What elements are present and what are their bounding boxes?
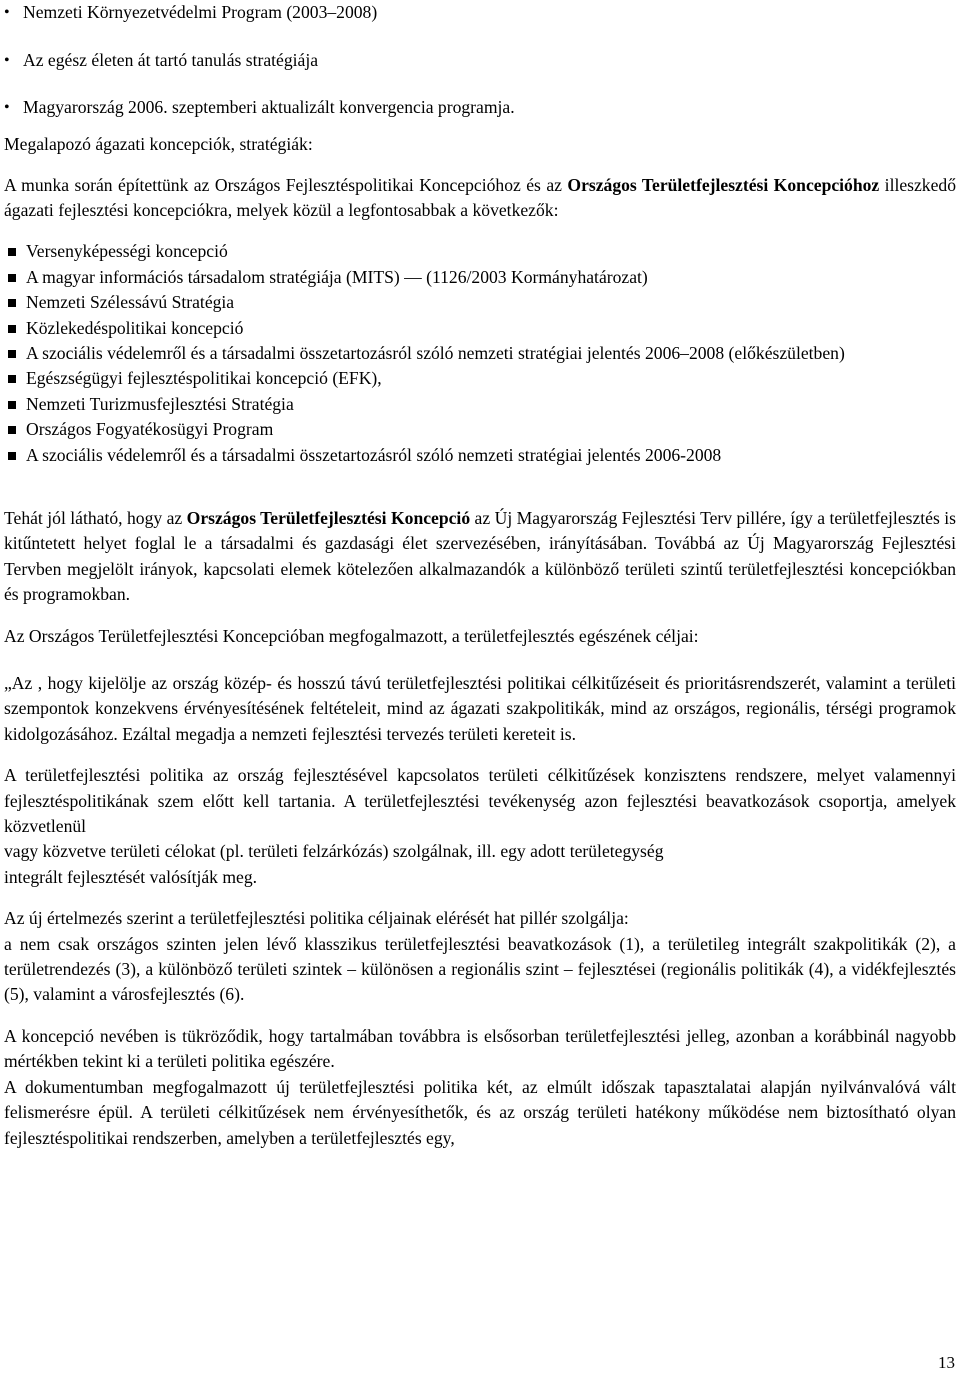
list-item-text: A szociális védelemről és a társadalmi összetartozásról szóló nemzeti stratégiai jelentés 2006–2008 (előkészületben): [26, 342, 845, 363]
square-bullet-icon: [8, 426, 16, 434]
list-item: [4, 290, 956, 315]
section-heading: Megalapozó ágazati koncepciók, stratégiák:: [4, 133, 313, 154]
square-bullet-icon: [8, 325, 16, 333]
intro-text: A munka során építettünk az Országos Fejlesztéspolitikai Koncepcióhoz és az: [4, 174, 568, 195]
list-item-text: A szociális védelemről és a társadalmi összetartozásról szóló nemzeti stratégiai jelentés 2006-2008: [26, 444, 722, 465]
intro-paragraph: [4, 173, 956, 224]
document-page: [4, 0, 956, 1151]
list-item-text: Nemzeti Környezetvédelmi Program (2003–2008): [23, 2, 378, 22]
paragraph-pillar: [4, 506, 956, 608]
paragraph-text: Tehát jól látható, hogy az: [4, 507, 187, 528]
bullet-icon: •: [4, 51, 10, 69]
paragraph-bold-text: Országos Területfejlesztési Koncepció: [186, 507, 471, 528]
square-bullet-icon: [8, 401, 16, 409]
paragraph-pillars: [4, 906, 956, 1008]
list-item-text: Nemzeti Turizmusfejlesztési Stratégia: [26, 393, 294, 414]
square-bullet-icon: [8, 248, 16, 256]
paragraph-document: A dokumentumban megfogalmazott új területfejlesztési politika két, az elmúlt időszak tapasztalatai alapján nyilvánvalóvá vált felismerésre épül. A területi célkitűzések nem érvényesíthetők, és az ország területi hatékony működése nem biztosítható olyan fejlesztéspolitikai rendszerben, amelyben a területfejlesztés egy,: [4, 1076, 956, 1148]
paragraph-text-end: az Új Magyarország Fejlesztési Terv pillére, így a területfejlesztés is kitűntetett helyet foglal le a társadalmi és gazdasági élet szervezésében, irányításában. Továbbá az Új Magyarország Fejlesztési Tervben megjelölt irányok, kapcsolati elemek kötelezően alkalmazandók a különböző területi szintű területfejlesztési koncepciókban és programokban.: [4, 507, 957, 605]
paragraph-line: integrált fejlesztését valósítják meg.: [4, 866, 258, 887]
concept-list: [4, 239, 956, 468]
intro-bold-text: Országos Területfejlesztési Koncepcióhoz: [567, 174, 880, 195]
square-bullet-icon: [8, 452, 16, 460]
square-bullet-icon: [8, 299, 16, 307]
list-item: [4, 341, 956, 366]
list-item-text: Versenyképességi koncepció: [26, 241, 228, 262]
list-item: [4, 366, 956, 391]
list-item-text: A magyar információs társadalom stratégiája (MITS) — (1126/2003 Kormányhatározat): [26, 266, 648, 287]
square-bullet-icon: [8, 375, 16, 383]
list-item: [4, 239, 956, 264]
list-item: [4, 95, 956, 120]
paragraph-policy: [4, 763, 956, 890]
list-item-text: Az egész életen át tartó tanulás stratégiája: [23, 49, 319, 70]
list-item-text: Közlekedéspolitikai koncepció: [26, 317, 244, 338]
list-item: [4, 417, 956, 442]
list-item: [4, 443, 956, 468]
list-item-text: Magyarország 2006. szeptemberi aktualizált konvergencia programja.: [23, 97, 515, 117]
list-item: [4, 48, 956, 73]
bullet-icon: •: [4, 4, 10, 21]
paragraph-line: vagy közvetve területi célokat (pl. területi felzárkózás) szolgálnak, ill. egy adott területegység: [4, 841, 664, 862]
bullet-icon: •: [4, 99, 10, 116]
intro-text-end: illeszkedő ágazati fejlesztési koncepciókra, melyek közül a legfontosabbak a következők:: [4, 174, 957, 220]
quote-paragraph: „Az , hogy kijelölje az ország közép- és hosszú távú területfejlesztési politikai célkitűzéseit és prioritásrendszerét, valamint a területi szempontok konzekvens érvényesítésének feltételeit, mind az ágazati szakpolitikák, mind az országos, regionális, térségi programok kidolgozásához. Ezáltal megadja a nemzeti fejlesztési tervezés területi kereteit is.: [4, 673, 956, 744]
list-item: [4, 316, 956, 341]
list-item: [4, 392, 956, 417]
paragraph-line: Az új értelmezés szerint a területfejlesztési politika céljainak elérését hat pillér szolgálja:: [4, 908, 629, 929]
list-item-text: Országos Fogyatékosügyi Program: [26, 419, 274, 440]
page-number: 13: [938, 1353, 955, 1372]
list-item: [4, 0, 956, 25]
paragraph-goals-intro: Az Országos Területfejlesztési Koncepcióban megfogalmazott, a területfejlesztés egészének céljai:: [4, 625, 699, 646]
paragraph-line: A területfejlesztési politika az ország fejlesztésével kapcsolatos területi célkitűzések konzisztens rendszere, melyet valamennyi fejlesztéspolitikának szem előtt kell tartania. A területfejlesztési tevékenység azon fejlesztési beavatkozások csoportja, amelyek közvetlenül: [4, 765, 956, 837]
program-bullet-list: [4, 0, 956, 120]
square-bullet-icon: [8, 350, 16, 358]
paragraph-line: a nem csak országos szinten jelen lévő klasszikus területfejlesztési beavatkozások (1), a területileg integrált szakpolitikák (2), a területrendezés (3), a különböző területi szintek – különösen a regionális szint – fejlesztései (regionális politikák (4), a vidékfejlesztés (5), valamint a városfejlesztés (6).: [4, 933, 956, 1005]
list-item-text: Nemzeti Szélessávú Stratégia: [26, 292, 235, 313]
list-item: [4, 265, 956, 290]
paragraph-concept-name: A koncepció nevében is tükröződik, hogy tartalmában továbbra is elsősorban területfejlesztési jelleg, azonban a korábbinál nagyobb mértékben tekint ki a területi politika egészére.: [4, 1025, 956, 1072]
square-bullet-icon: [8, 274, 16, 282]
list-item-text: Egészségügyi fejlesztéspolitikai koncepció (EFK),: [26, 368, 382, 389]
